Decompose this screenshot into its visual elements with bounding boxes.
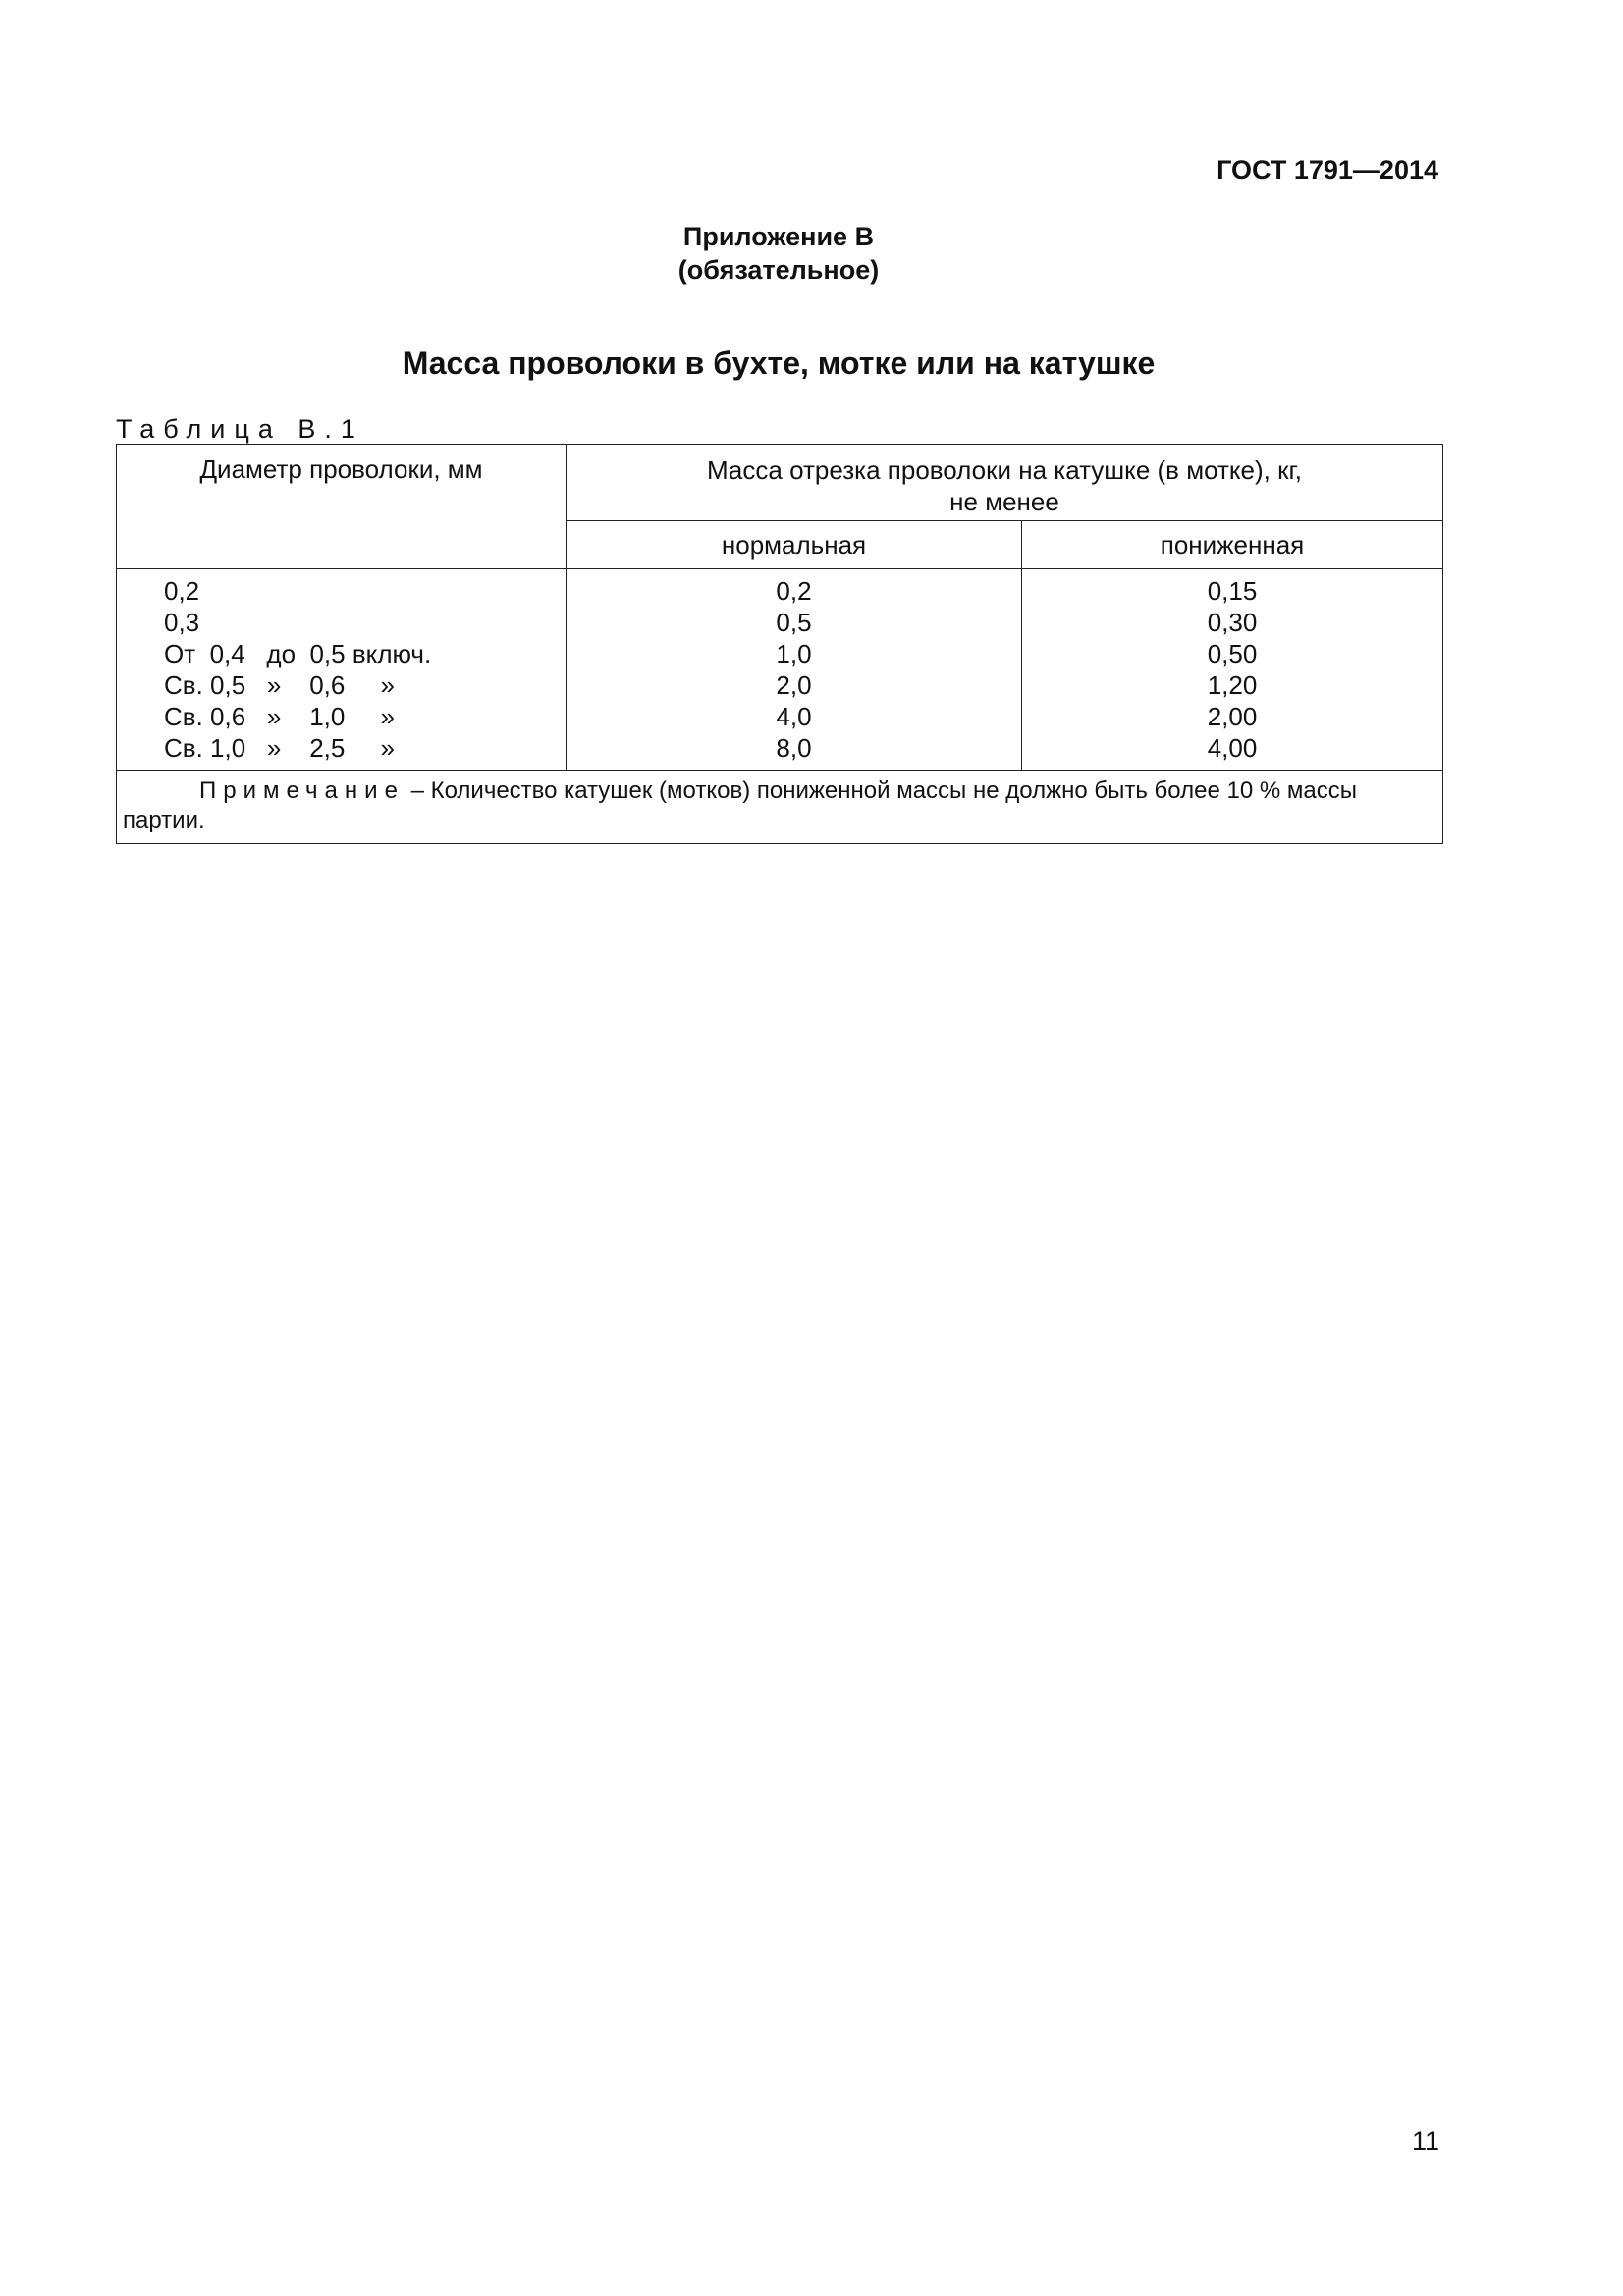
normal-mass-value: 4,0 <box>776 702 812 731</box>
reduced-mass-value: 0,30 <box>1207 608 1258 637</box>
normal-mass-column <box>567 569 1022 771</box>
diameter-value: Св. 0,5 » 0,6 » <box>164 670 395 700</box>
page-title: Масса проволоки в бухте, мотке или на катушке <box>402 346 1156 381</box>
wire-mass-table <box>116 444 1443 844</box>
diameter-value: От 0,4 до 0,5 включ. <box>164 639 432 668</box>
reduced-mass-column <box>1022 569 1443 771</box>
appendix-title: Приложение В <box>682 222 875 251</box>
reduced-mass-value: 0,50 <box>1207 639 1258 668</box>
diameter-column <box>117 569 567 771</box>
normal-mass-value: 2,0 <box>776 670 812 700</box>
header-mass-line1: Масса отрезка проволоки на катушке (в мотке), кг, <box>706 455 1303 485</box>
header-mass-line2: не менее <box>949 487 1059 516</box>
page-number: 11 <box>1411 2126 1439 2156</box>
table-note-row <box>117 771 1443 844</box>
diameter-value: Св. 0,6 » 1,0 » <box>164 702 395 731</box>
diameter-value: 0,3 <box>164 608 200 637</box>
standard-designation: ГОСТ 1791—2014 <box>1217 155 1438 185</box>
reduced-mass-value: 2,00 <box>1207 702 1258 731</box>
normal-mass-value: 1,0 <box>776 639 812 668</box>
table-body-row <box>117 569 1443 771</box>
normal-mass-value: 0,2 <box>776 576 812 606</box>
diameter-value: 0,2 <box>164 576 200 606</box>
table-caption: Таблица В.1 <box>116 414 364 444</box>
note-text: – Количество катушек (мотков) пониженной массы не должно быть более 10 % массы партии. <box>123 777 1357 833</box>
normal-mass-value: 8,0 <box>776 733 812 763</box>
appendix-status: (обязательное) <box>677 255 880 285</box>
note-label: Примечание <box>199 777 405 804</box>
reduced-mass-value: 0,15 <box>1207 576 1258 606</box>
reduced-mass-value: 4,00 <box>1207 733 1258 763</box>
appendix-heading <box>0 220 1557 287</box>
header-mass <box>567 445 1443 521</box>
header-normal: нормальная <box>567 521 1022 569</box>
table-header-row <box>117 445 1443 521</box>
diameter-value: Св. 1,0 » 2,5 » <box>164 733 395 763</box>
table-note <box>117 771 1443 844</box>
header-reduced: пониженная <box>1022 521 1443 569</box>
reduced-mass-value: 1,20 <box>1207 670 1258 700</box>
header-diameter: Диаметр проволоки, мм <box>117 445 567 569</box>
normal-mass-value: 0,5 <box>776 608 812 637</box>
